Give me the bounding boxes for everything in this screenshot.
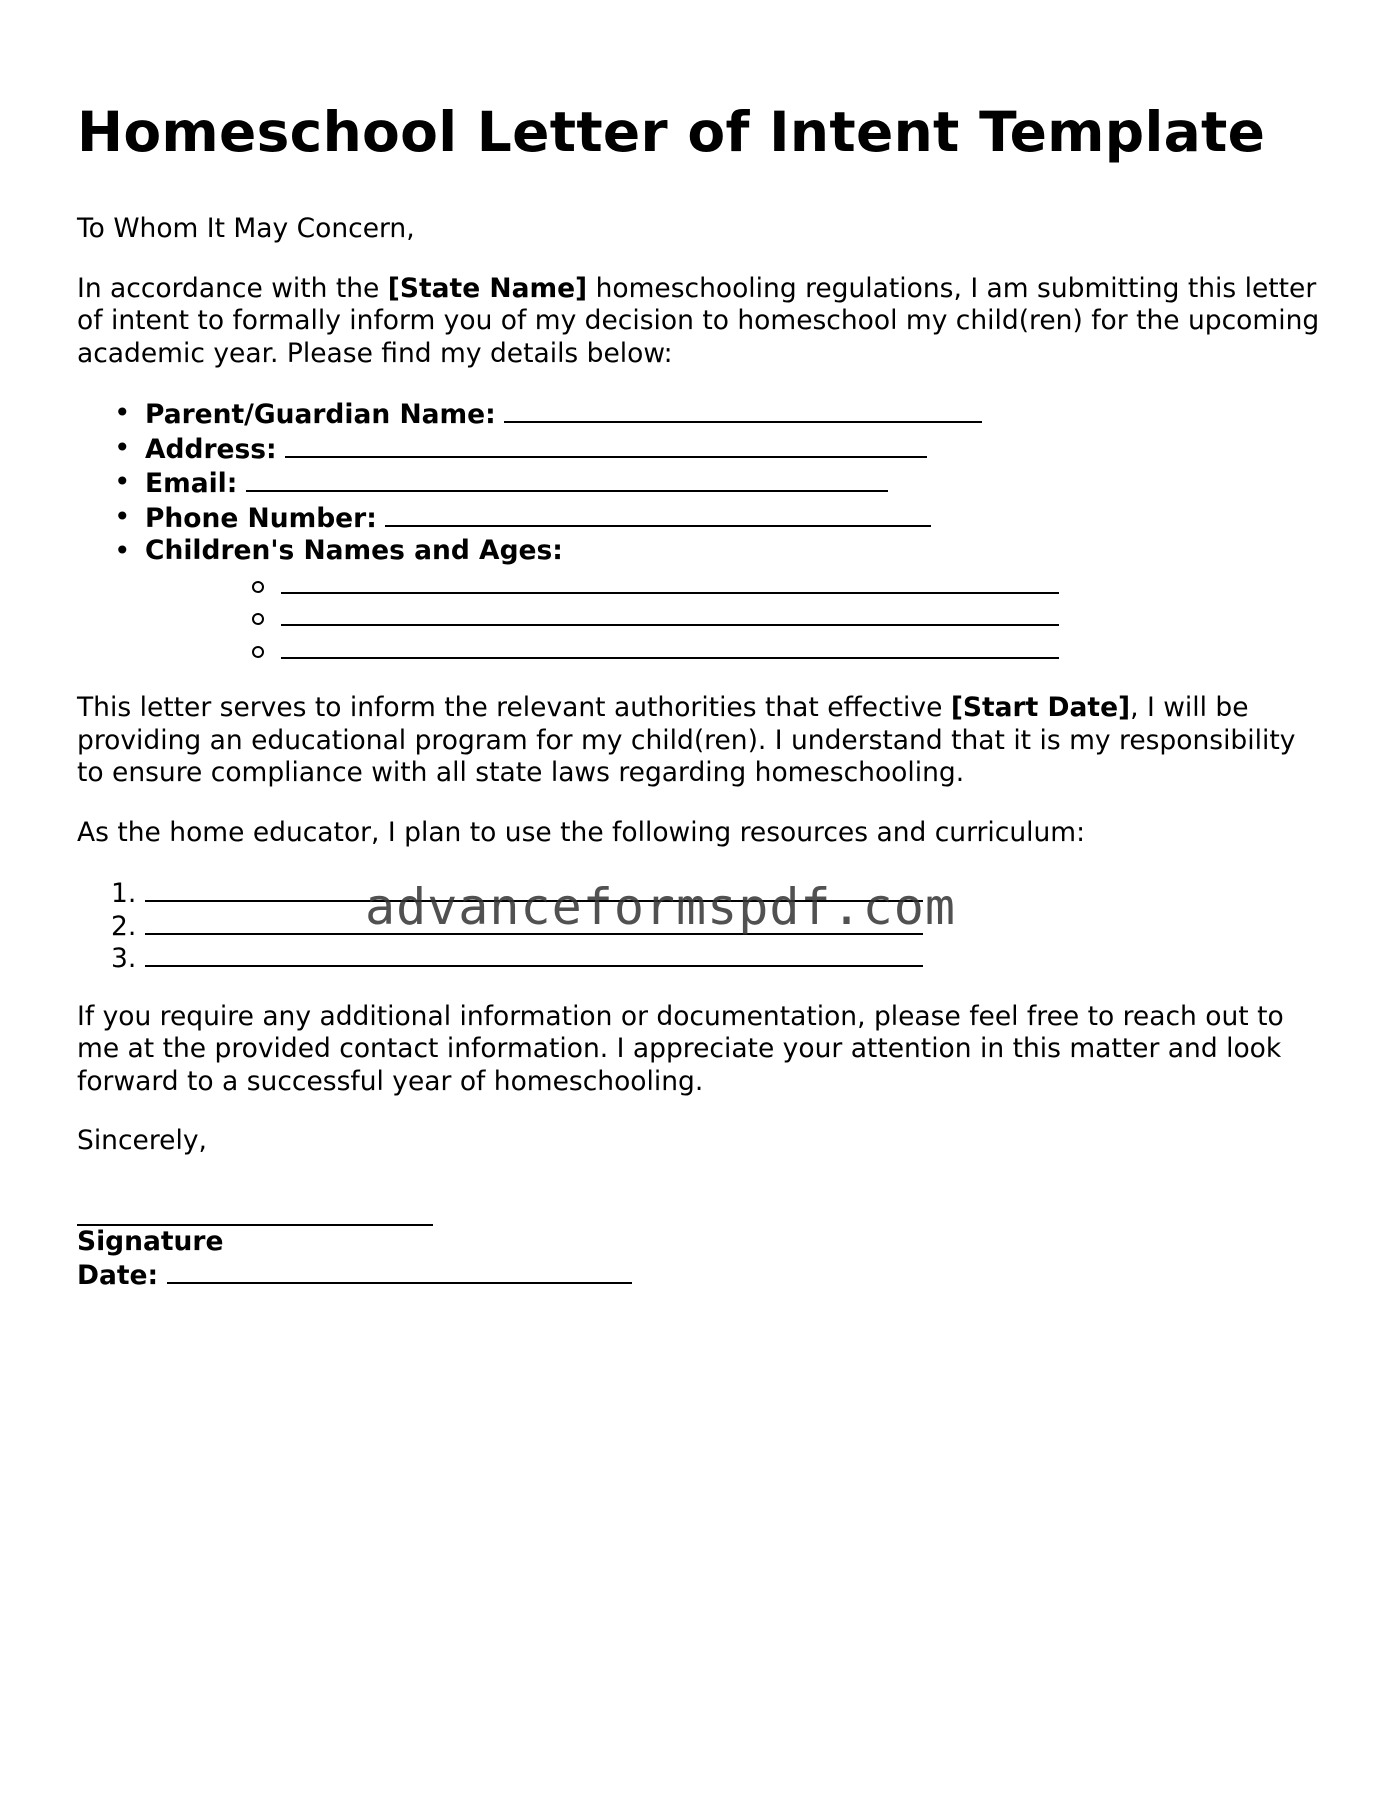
- signature-blank[interactable]: [77, 1198, 433, 1226]
- resource-blank-3[interactable]: [145, 941, 923, 967]
- effective-text-before: This letter serves to inform the relevant authorities that effective: [77, 692, 951, 723]
- resource-number: 1.: [111, 878, 137, 909]
- field-label: Email:: [145, 468, 238, 499]
- letter-page: [77, 92, 1327, 1293]
- field-phone: [77, 501, 1327, 536]
- intro-text-before: In accordance with the: [77, 272, 388, 304]
- parent-name-blank[interactable]: [504, 397, 982, 423]
- date-row: [77, 1258, 1327, 1293]
- state-name-placeholder: [State Name]: [387, 272, 588, 304]
- child-entry: [145, 600, 1327, 633]
- email-blank[interactable]: [246, 466, 888, 492]
- watermark-text: advanceformspdf.com: [365, 878, 956, 936]
- field-parent-name: [77, 397, 1327, 432]
- details-list: [77, 397, 1327, 665]
- date-blank[interactable]: [167, 1258, 632, 1284]
- resources-intro: As the home educator, I plan to use the following resources and curriculum:: [77, 816, 1086, 848]
- effective-text-after: , I will be providing an educational program for my child(ren). I understand that it is my responsibility to ensure compliance with all state laws regarding homeschooling.: [77, 692, 1296, 788]
- field-label: Phone Number:: [145, 502, 377, 534]
- field-address: [77, 432, 1327, 467]
- sign-off: Sincerely,: [77, 1125, 207, 1156]
- resource-entry: [77, 941, 1327, 974]
- children-list: [145, 568, 1327, 666]
- date-label: Date:: [77, 1260, 159, 1291]
- intro-paragraph: [77, 273, 1327, 371]
- field-children: [77, 535, 1327, 665]
- resource-number: 3.: [111, 943, 137, 974]
- greeting: To Whom It May Concern,: [77, 213, 415, 244]
- signature-label: Signature: [77, 1225, 224, 1257]
- field-label: Parent/Guardian Name:: [145, 399, 496, 430]
- signature-line-row: [77, 1198, 1327, 1226]
- intro-text-after: homeschooling regulations, I am submitting this letter of intent to formally inform you of my decision to homeschool my child(ren) for the upcoming academic year. Please find my details below:: [77, 272, 1320, 369]
- field-label: Children's Names and Ages:: [145, 535, 563, 566]
- address-blank[interactable]: [285, 432, 927, 458]
- child-blank-3[interactable]: [281, 633, 1059, 659]
- effective-paragraph: [77, 692, 1327, 790]
- page-title: Homeschool Letter of Intent Template: [77, 100, 1266, 164]
- start-date-placeholder: [Start Date]: [950, 692, 1131, 723]
- field-label: Address:: [145, 433, 277, 465]
- child-entry: [145, 568, 1327, 601]
- closing-paragraph: If you require any additional information or documentation, please feel free to reach out to me at the provided contact information. I appreciate your attention in this matter and look forward to a successful year of homeschooling.: [77, 1000, 1284, 1097]
- phone-blank[interactable]: [385, 501, 931, 527]
- resource-number: 2.: [111, 910, 137, 942]
- child-entry: [145, 633, 1327, 666]
- child-blank-2[interactable]: [281, 600, 1059, 626]
- field-email: [77, 466, 1327, 501]
- child-blank-1[interactable]: [281, 568, 1059, 594]
